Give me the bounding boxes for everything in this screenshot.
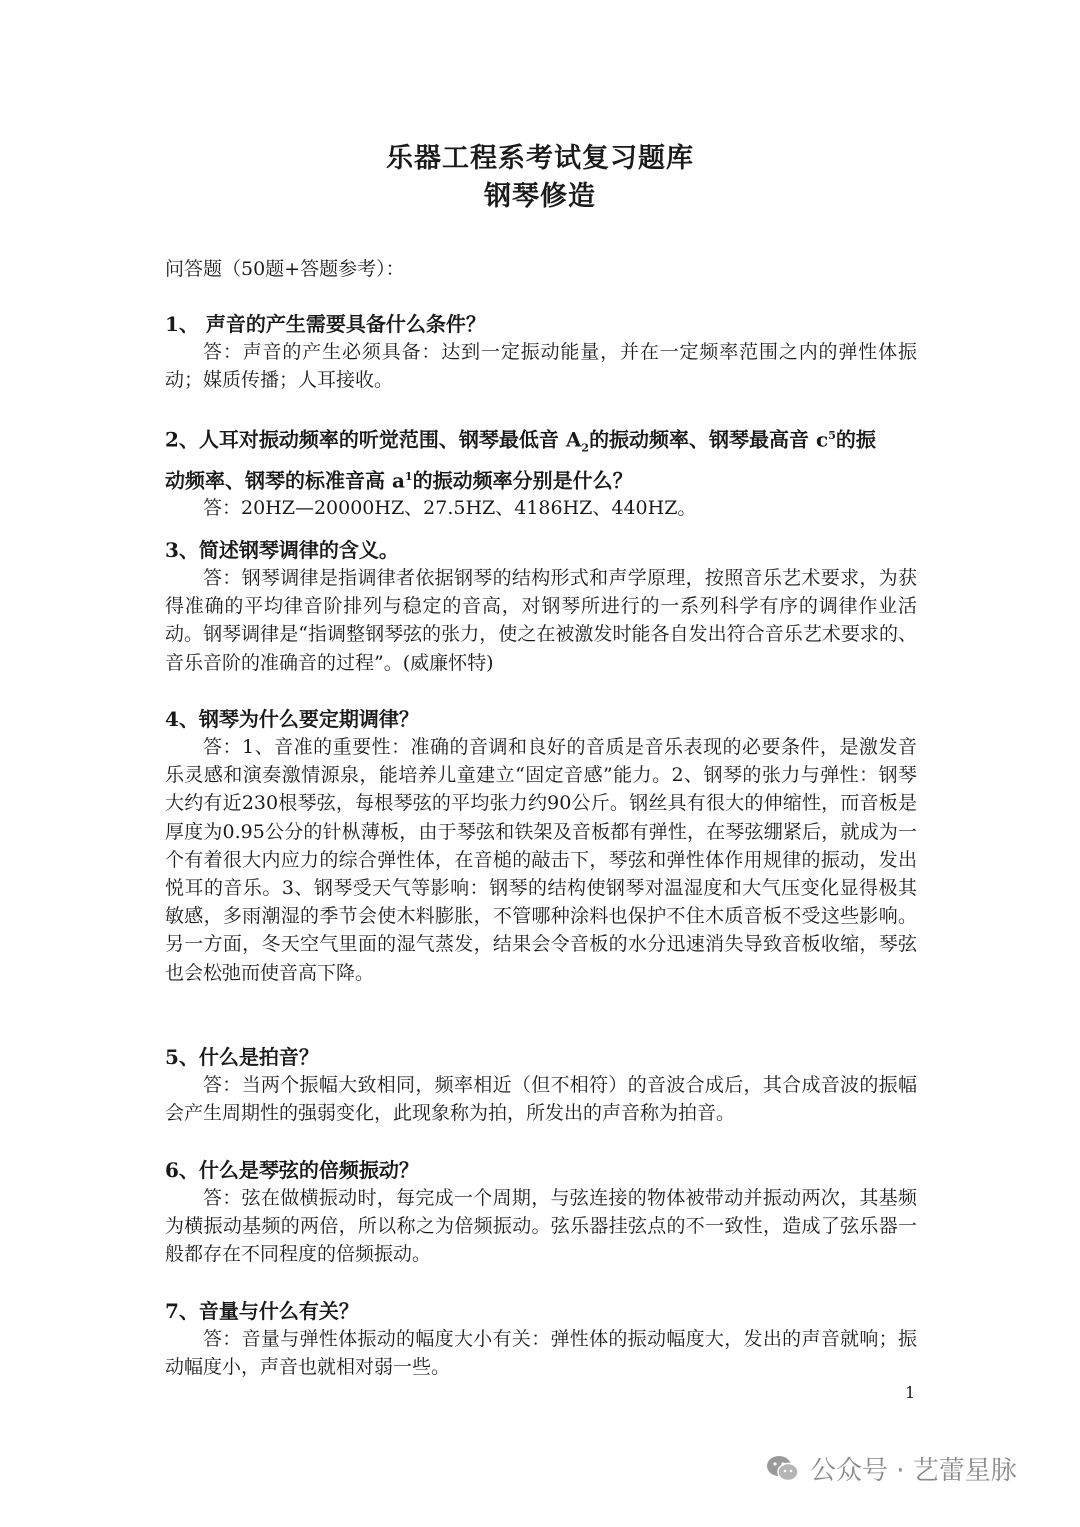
question-4: 4、钢琴为什么要定期调律？ [165,707,419,731]
question-block-2 [165,422,917,522]
question-5: 5、什么是拍音？ [165,1045,319,1069]
answer-2: 答：20HZ—20000HZ、27.5HZ、4186HZ、440HZ。 [203,497,697,520]
question-block-3 [165,536,917,677]
question-2-part-3: 的振 [835,427,876,452]
section-intro: 问答题（50题+答题参考）： [165,258,405,280]
answer-6: 答：弦在做横振动时，每完成一个周期，与弦连接的物体被带动并振动两次，其基频为横振动基频的两倍，所以称之为倍频振动。弦乐器挂弦点的不一致性，造成了弦乐器一般都存在不同程度的倍频振动。 [165,1187,917,1266]
document-title: 乐器工程系考试复习题库 [386,143,694,174]
answer-5: 答：当两个振幅大致相同，频率相近（但不相符）的音波合成后，其合成音波的振幅会产生周期性的强弱变化，此现象称为拍，所发出的声音称为拍音。 [165,1074,917,1125]
question-2-sup-1: 5 [828,429,836,442]
wechat-icon [766,1454,800,1484]
question-1: 1、 声音的产生需要具备什么条件？ [165,312,486,336]
question-2-part-4: 动频率、钢琴的标准音高 a [165,468,405,493]
answer-7: 答：音量与弹性体振动的幅度大小有关：弹性体的振动幅度大，发出的声音就响；振动幅度小，声音也就相对弱一些。 [165,1328,917,1379]
question-2-sup-2: 1 [404,469,413,483]
question-3: 3、简述钢琴调律的含义。 [165,538,399,562]
question-2-part-5: 的振动频率分别是什么？ [412,468,633,493]
watermark-text: 公众号 · 艺蕾星脉 [810,1456,1017,1486]
answer-1: 答：声音的产生必须具备：达到一定振动能量，并在一定频率范围之内的弹性体振动；媒质传播；人耳接收。 [165,341,917,392]
question-2-sub: 2 [581,441,590,455]
question-2-part-1: 2、人耳对振动频率的听觉范围、钢琴最低音 A [165,427,582,452]
page-number: 1 [905,1383,916,1402]
question-block-6 [165,1156,917,1269]
question-6: 6、什么是琴弦的倍频振动？ [165,1158,419,1182]
question-7: 7、音量与什么有关？ [165,1299,359,1323]
document-subtitle: 钢琴修造 [484,181,596,212]
answer-4: 答：1、音准的重要性：准确的音调和良好的音质是音乐表现的必要条件，是激发音乐灵感和演奏激情源泉，能培养儿童建立“固定音感”能力。2、钢琴的张力与弹性：钢琴大约有近230根琴弦，每根琴弦的平均张力约90公斤。钢丝具有很大的伸缩性，而音板是厚度为0.95公分的针枞薄板，由于琴弦和铁架及音板都有弹性，在琴弦绷紧后，就成为一个有着很大内应力的综合弹性体，在音槌的敲击下，琴弦和弹性体作用规律的振动，发出悦耳的音乐。3、钢琴受天气等影响：钢琴的结构使钢琴对温湿度和大气压变化显得极其敏感，多雨潮湿的季节会使木料膨胀，不管哪种涂料也保护不住木质音板不受这些影响。另一方面，冬天空气里面的湿气蒸发，结果会令音板的水分迅速消失导致音板收缩，琴弦也会松弛而使音高下降。 [165,736,917,984]
question-block-7 [165,1297,917,1381]
question-2-part-2: 的振动频率、钢琴最高音 c [589,427,829,452]
question-block-1 [165,310,917,394]
question-block-5 [165,1043,917,1127]
answer-3: 答：钢琴调律是指调律者依据钢琴的结构形式和声学原理，按照音乐艺术要求，为获得准确的平均律音阶排列与稳定的音高，对钢琴所进行的一系列科学有序的调律作业活动。钢琴调律是“指调整钢琴弦的张力，使之在被激发时能各自发出符合音乐艺术要求的、音乐音阶的准确音的过程”。(威廉怀特) [165,567,917,674]
watermark [766,1450,1017,1487]
question-block-4 [165,705,917,987]
question-2 [165,422,917,494]
